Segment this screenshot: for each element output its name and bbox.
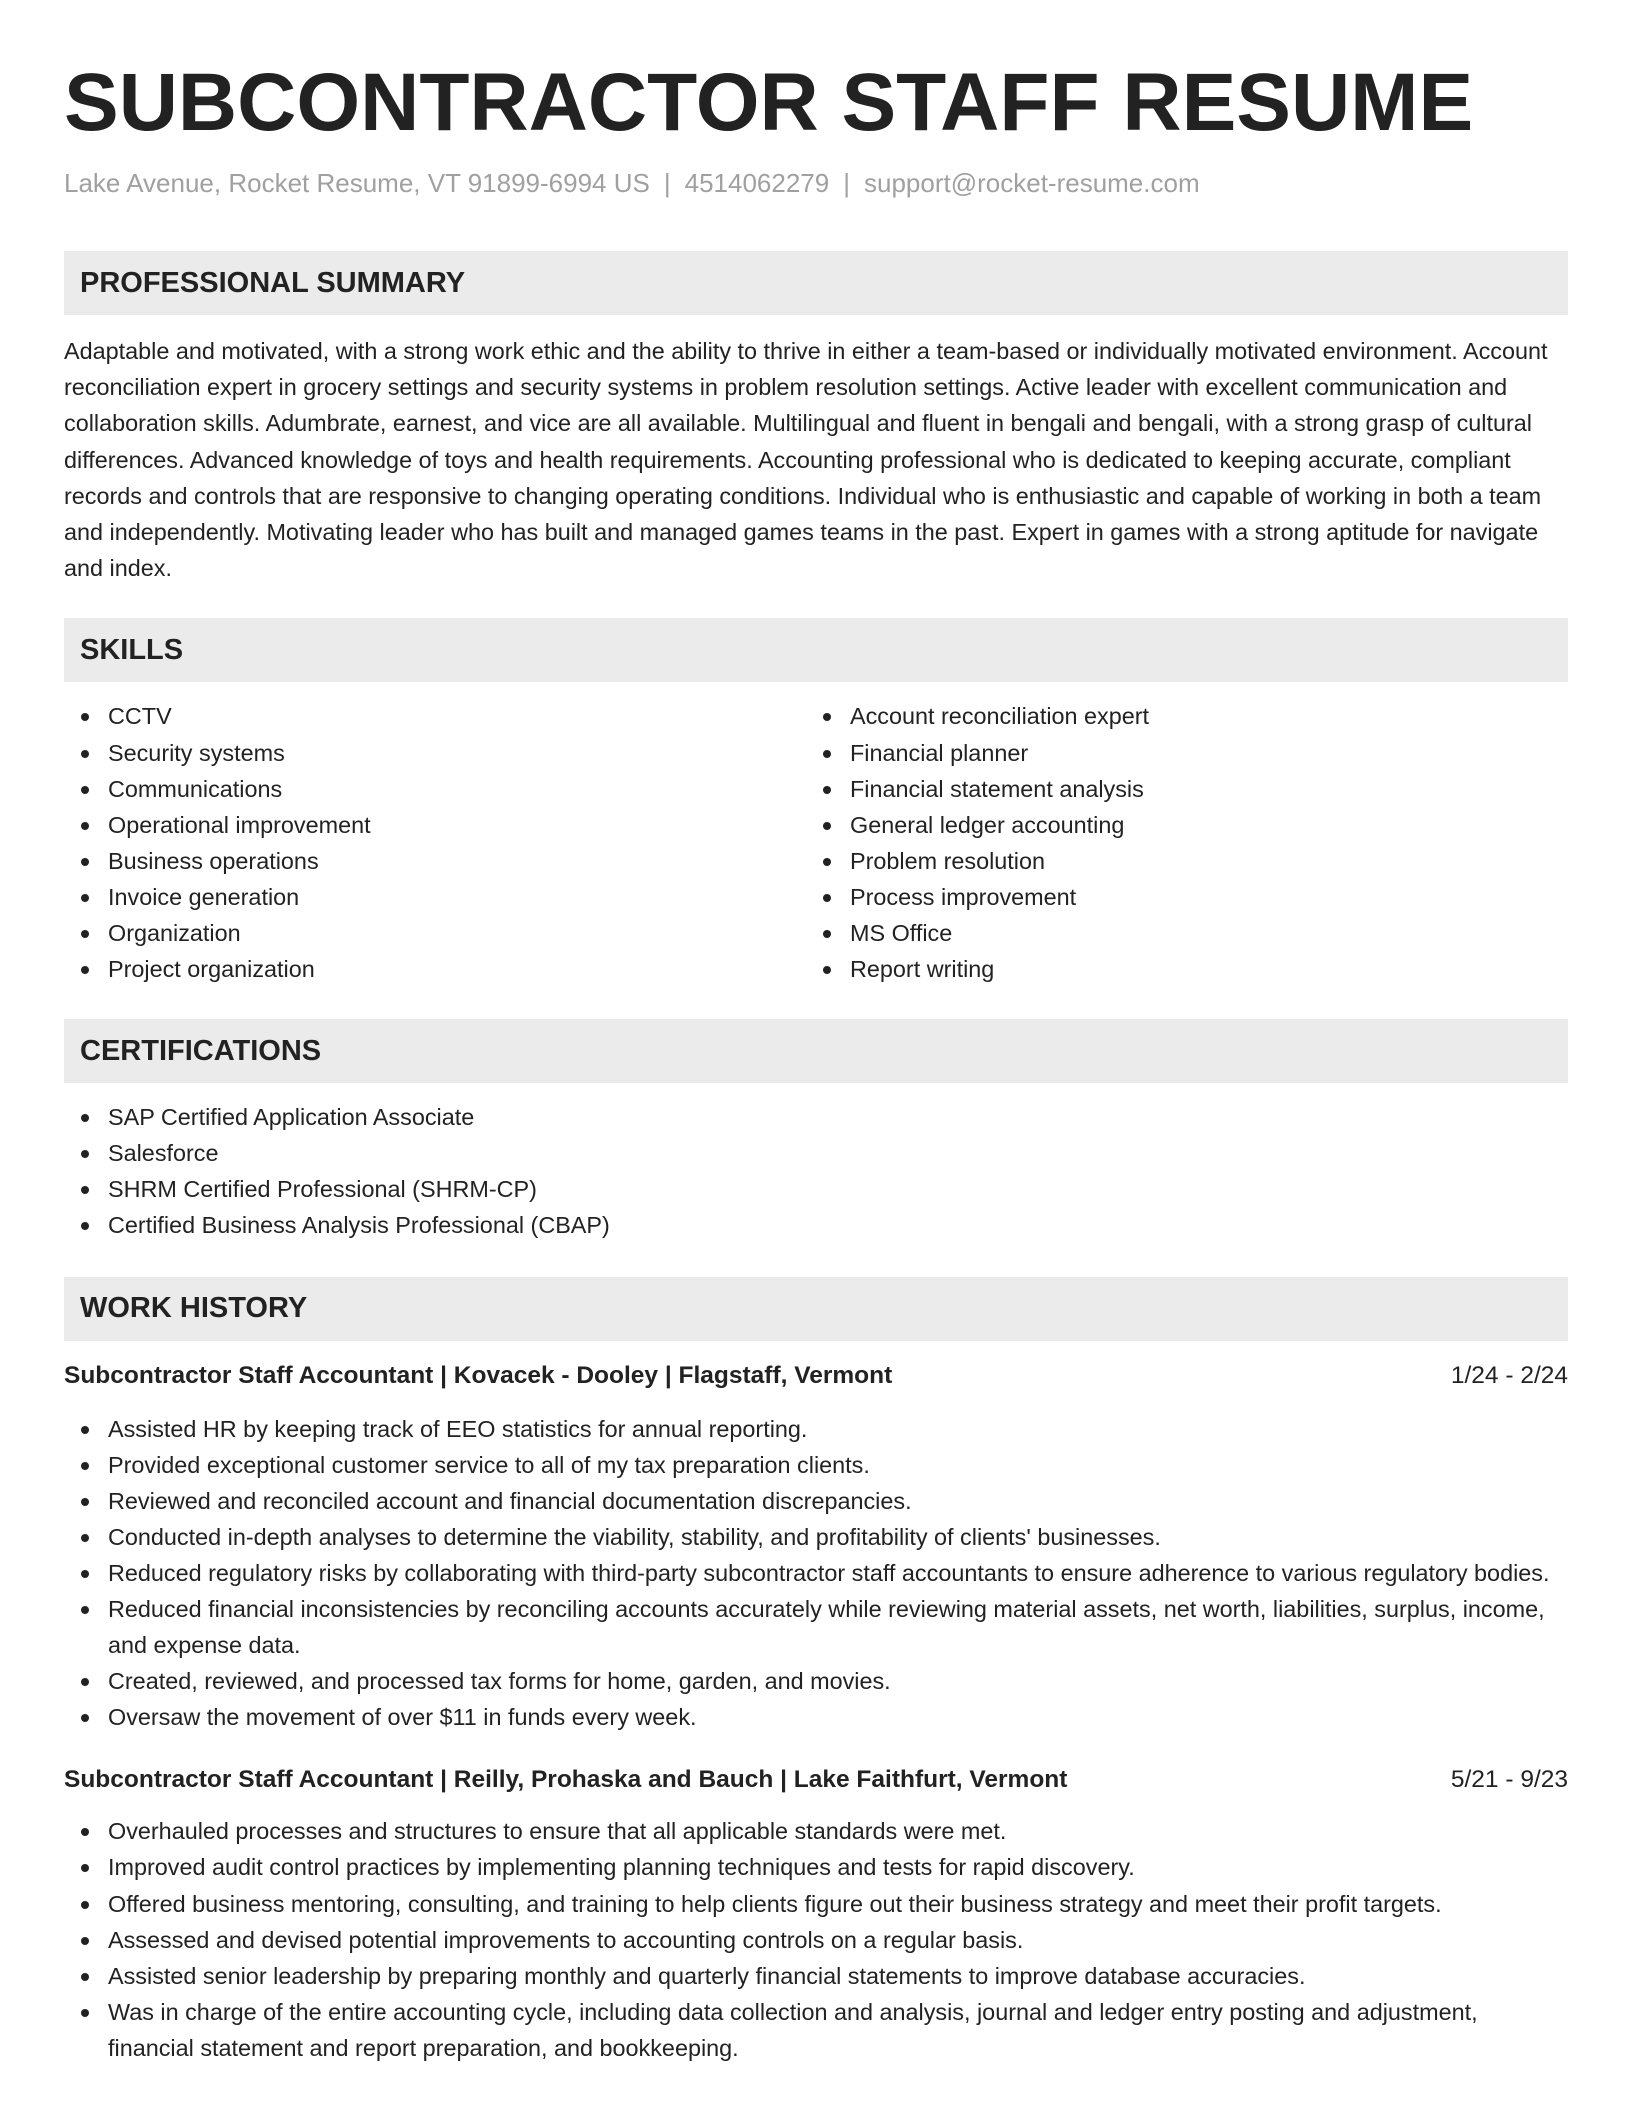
job-header <box>64 1359 1568 1393</box>
skill-item: Project organization <box>108 951 806 987</box>
contact-separator: | <box>663 168 671 198</box>
skills-column-left <box>64 698 806 987</box>
skills-column-right <box>806 698 1548 987</box>
job-title: Subcontractor Staff Accountant | Reilly, Prohaska and Bauch | Lake Faithfurt, Vermont <box>64 1766 1068 1794</box>
job-dates: 1/24 - 2/24 <box>1450 1361 1568 1389</box>
skills-list-left <box>64 698 806 987</box>
job-bullet: Improved audit control practices by implementing planning techniques and tests for rapid discovery. <box>108 1849 1568 1885</box>
job-bullet: Assisted HR by keeping track of EEO statistics for annual reporting. <box>108 1411 1568 1447</box>
professional-summary-heading: PROFESSIONAL SUMMARY <box>64 251 1568 315</box>
skill-item: Financial planner <box>850 735 1548 771</box>
skill-item: Organization <box>108 915 806 951</box>
contact-phone: 4514062279 <box>684 168 830 198</box>
job-bullet: Offered business mentoring, consulting, and training to help clients figure out their business strategy and meet their profit targets. <box>108 1886 1568 1922</box>
skill-item: Invoice generation <box>108 879 806 915</box>
skill-item: Business operations <box>108 843 806 879</box>
skill-item: CCTV <box>108 698 806 734</box>
job-bullet: Oversaw the movement of over $11 in funds every week. <box>108 1699 1568 1735</box>
job-bullet: Overhauled processes and structures to ensure that all applicable standards were met. <box>108 1813 1568 1849</box>
skill-item: Problem resolution <box>850 843 1548 879</box>
job-header <box>64 1763 1568 1797</box>
job-bullet: Conducted in-depth analyses to determine the viability, stability, and profitability of clients' businesses. <box>108 1519 1568 1555</box>
job-bullets <box>64 1813 1568 2066</box>
job-title: Subcontractor Staff Accountant | Kovacek - Dooley | Flagstaff, Vermont <box>64 1361 893 1389</box>
contact-address: Lake Avenue, Rocket Resume, VT 91899-6994 US <box>64 168 650 198</box>
skill-item: Financial statement analysis <box>850 771 1548 807</box>
job-bullet: Provided exceptional customer service to all of my tax preparation clients. <box>108 1447 1568 1483</box>
job-dates: 5/21 - 9/23 <box>1450 1766 1568 1794</box>
contact-separator: | <box>843 168 850 198</box>
skill-item: Operational improvement <box>108 807 806 843</box>
contact-email: support@rocket-resume.com <box>864 168 1200 198</box>
work-history-heading: WORK HISTORY <box>64 1277 1568 1341</box>
professional-summary-text: Adaptable and motivated, with a strong work ethic and the ability to thrive in either a team-based or individually motivated environment. Account reconciliation expert in grocery settings and security systems in problem resolution settings. Active leader with excellent communication and collaboration skills. Adumbrate, earnest, and vice are all available. Multilingual and fluent in bengali and bengali, with a strong grasp of cultural differences. Advanced knowledge of toys and health requirements. Accounting professional who is dedicated to keeping accurate, compliant records and controls that are responsive to changing operating conditions. Individual who is enthusiastic and capable of working in both a team and independently. Motivating leader who has built and managed games teams in the past. Expert in games with a strong aptitude for navigate and index. <box>64 338 1548 582</box>
job-bullet: Was in charge of the entire accounting cycle, including data collection and analysis, journal and ledger entry posting and adjustment, financial statement and report preparation, and bookkeeping. <box>108 1994 1568 2066</box>
contact-line <box>64 166 1568 200</box>
job-bullet: Created, reviewed, and processed tax forms for home, garden, and movies. <box>108 1663 1568 1699</box>
job-bullet: Reviewed and reconciled account and financial documentation discrepancies. <box>108 1483 1568 1519</box>
job-bullet: Assisted senior leadership by preparing monthly and quarterly financial statements to improve database accuracies. <box>108 1958 1568 1994</box>
skills-list-right <box>806 698 1548 987</box>
skills-heading: SKILLS <box>64 618 1568 682</box>
job-bullet: Reduced financial inconsistencies by reconciling accounts accurately while reviewing material assets, net worth, liabilities, surplus, income, and expense data. <box>108 1591 1568 1663</box>
certifications-list <box>64 1099 1568 1243</box>
skill-item: Report writing <box>850 951 1548 987</box>
certification-item: SAP Certified Application Associate <box>108 1099 1568 1135</box>
job-bullets <box>64 1411 1568 1736</box>
skill-item: Security systems <box>108 735 806 771</box>
skill-item: Process improvement <box>850 879 1548 915</box>
skill-item: Communications <box>108 771 806 807</box>
skill-item: MS Office <box>850 915 1548 951</box>
certification-item: Certified Business Analysis Professional (CBAP) <box>108 1207 1568 1243</box>
certification-item: SHRM Certified Professional (SHRM-CP) <box>108 1171 1568 1207</box>
job-bullet: Reduced regulatory risks by collaborating with third-party subcontractor staff accountants to ensure adherence to various regulatory bodies. <box>108 1555 1568 1591</box>
certification-item: Salesforce <box>108 1135 1568 1171</box>
skills-columns <box>64 698 1568 987</box>
skill-item: General ledger accounting <box>850 807 1548 843</box>
page-title: SUBCONTRACTOR STAFF RESUME <box>64 57 1474 148</box>
skill-item: Account reconciliation expert <box>850 698 1548 734</box>
job-bullet: Assessed and devised potential improvements to accounting controls on a regular basis. <box>108 1922 1568 1958</box>
certifications-heading: CERTIFICATIONS <box>64 1019 1568 1083</box>
